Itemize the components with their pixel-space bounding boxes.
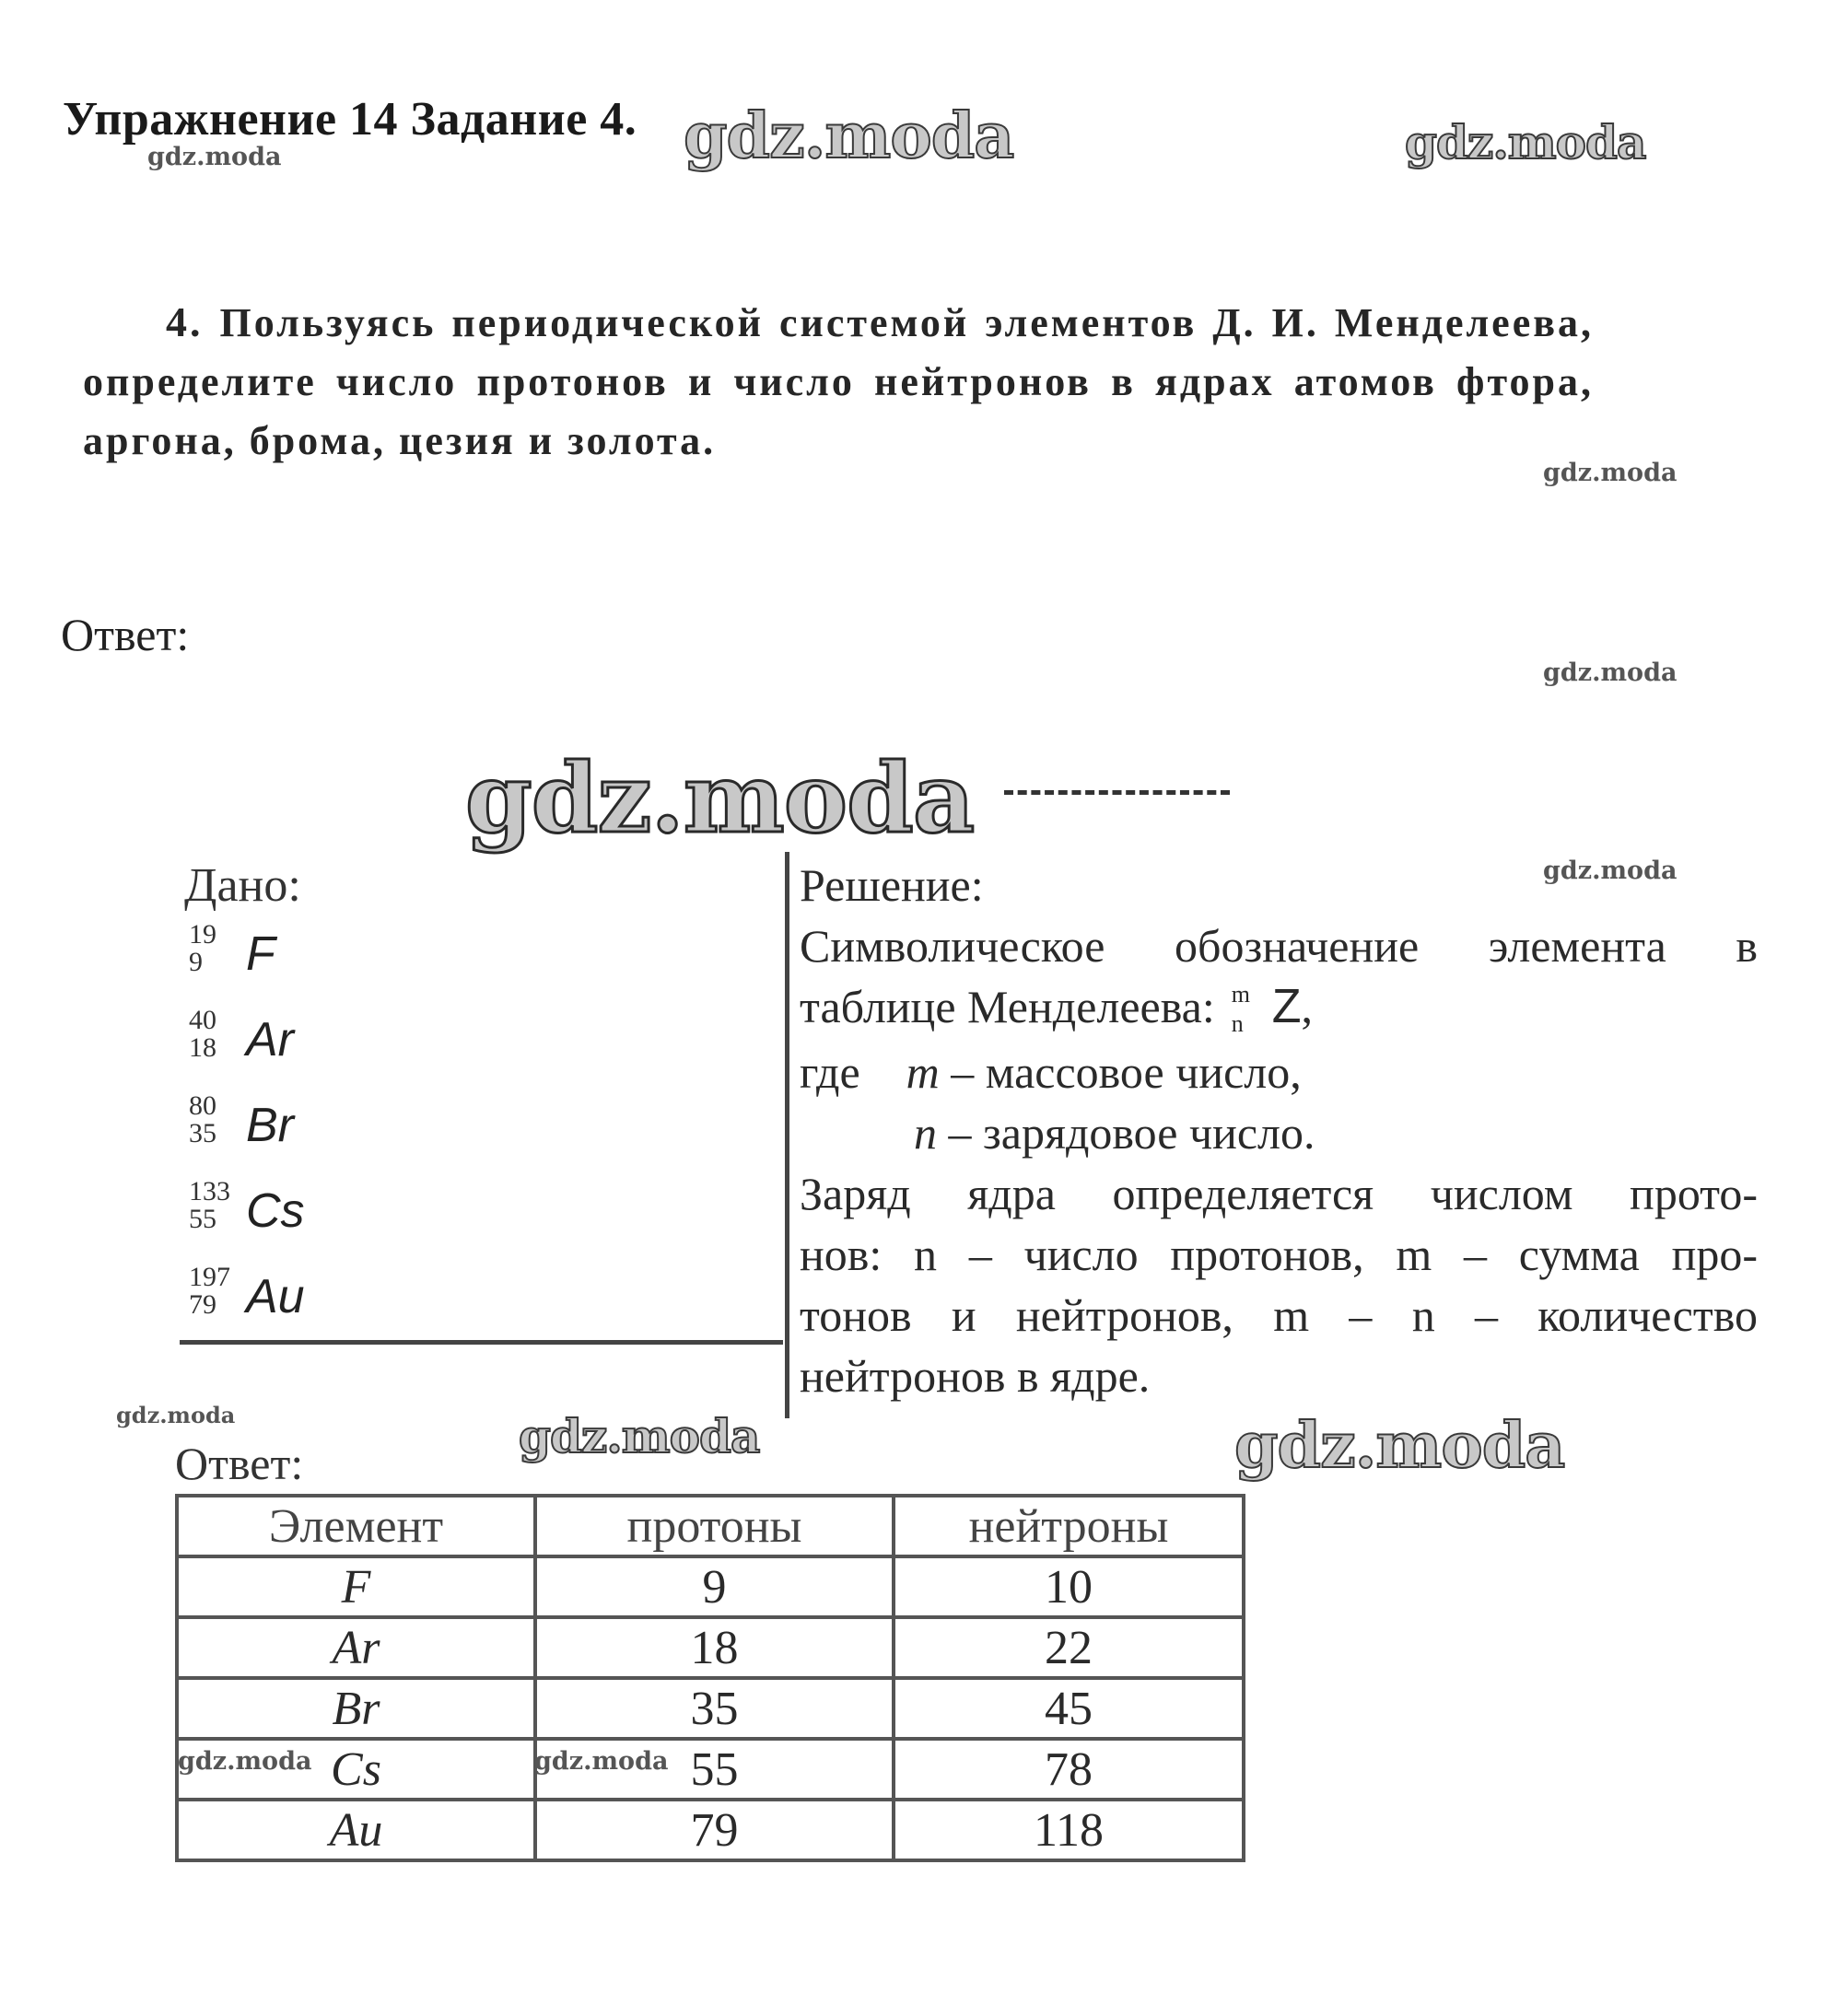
solution-line-1: Символическое обозначение элемента в [800, 920, 1758, 972]
watermark: gdz.moda [1405, 115, 1646, 169]
cell-neutrons: 22 [894, 1617, 1244, 1678]
column-header: нейтроны [894, 1496, 1244, 1556]
mass-number: 80 [189, 1090, 216, 1121]
given-underline [180, 1340, 783, 1345]
watermark: gdz.moda [465, 741, 975, 855]
watermark: gdz.moda [1543, 658, 1677, 687]
solution-title: Решение: [800, 859, 984, 911]
table-row [177, 1617, 1244, 1678]
page-title: Упражнение 14 Задание 4. [63, 93, 637, 146]
mass-number: 19 [189, 919, 216, 950]
formula-symbol: Z [1271, 980, 1302, 1033]
mass-number: 133 [189, 1176, 230, 1206]
given-solution-separator [785, 852, 789, 1418]
solution-line-8: нейтронов в ядре. [800, 1349, 1151, 1402]
cell-neutrons: 118 [894, 1800, 1244, 1860]
element-symbol: Cs [246, 1184, 305, 1238]
task-statement [83, 293, 1594, 471]
solution-line-7: тонов и нейтронов, m – n – количество [800, 1288, 1758, 1341]
table-row [177, 1800, 1244, 1860]
column-header: протоны [535, 1496, 894, 1556]
dashed-divider [1004, 790, 1230, 795]
element-symbol: Au [246, 1270, 305, 1323]
watermark: gdz.moda [1543, 857, 1677, 885]
watermark: gdz.moda [519, 1409, 760, 1463]
element-symbol: F [246, 927, 275, 981]
answer-label: Ответ: [61, 609, 190, 660]
charge-number: 55 [189, 1204, 216, 1234]
table-header-row [177, 1496, 1244, 1556]
charge-number: 35 [189, 1118, 216, 1148]
cell-protons: 18 [535, 1617, 894, 1678]
cell-element: Br [177, 1678, 535, 1739]
mass-number: 40 [189, 1005, 216, 1035]
task-text: Пользуясь периодической системой элементов Д. И. Менделеева, определите число протонов и число нейтронов в ядрах атомов фтора, аргона, брома, цезия и золота. [83, 300, 1594, 463]
charge-number: 18 [189, 1032, 216, 1063]
cell-element: F [177, 1556, 535, 1617]
cell-protons: 79 [535, 1800, 894, 1860]
table-row [177, 1556, 1244, 1617]
answer-table-label: Ответ: [175, 1438, 304, 1489]
cell-neutrons: 45 [894, 1678, 1244, 1739]
solution-line-2: таблице Менделеева: m n Z, [800, 976, 1758, 1042]
charge-number: 79 [189, 1289, 216, 1320]
solution-line-3: где m – массовое число, [800, 1045, 1302, 1098]
cell-protons: 55 [535, 1739, 894, 1800]
cell-element: Au [177, 1800, 535, 1860]
solution-line-4: n – зарядовое число. [914, 1106, 1315, 1159]
mass-number: 197 [189, 1262, 230, 1292]
element-symbol: Ar [246, 1013, 294, 1066]
charge-number: 9 [189, 947, 203, 977]
element-symbol: Br [246, 1099, 294, 1152]
task-number: 4. [166, 298, 204, 345]
watermark: gdz.moda [116, 1402, 236, 1428]
answer-table [175, 1494, 1245, 1862]
solution-line-5: Заряд ядра определяется числом прото- [800, 1167, 1758, 1219]
cell-neutrons: 10 [894, 1556, 1244, 1617]
table-row [177, 1739, 1244, 1800]
column-header: Элемент [177, 1496, 535, 1556]
watermark: gdz.moda [1234, 1409, 1565, 1483]
watermark: gdz.moda [684, 99, 1014, 173]
watermark: gdz.moda [534, 1747, 669, 1776]
watermark: gdz.moda [178, 1747, 312, 1776]
table-row [177, 1678, 1244, 1739]
cell-protons: 9 [535, 1556, 894, 1617]
cell-neutrons: 78 [894, 1739, 1244, 1800]
given-title: Дано: [184, 859, 301, 912]
formula-indices: m n [1231, 980, 1250, 1037]
solution-text [800, 855, 1758, 1406]
cell-protons: 35 [535, 1678, 894, 1739]
watermark: gdz.moda [147, 143, 282, 171]
watermark: gdz.moda [1543, 459, 1677, 487]
solution-line-6: нов: n – число протонов, m – сумма про- [800, 1228, 1758, 1280]
cell-element: Ar [177, 1617, 535, 1678]
cell-element: Cs [177, 1739, 535, 1800]
